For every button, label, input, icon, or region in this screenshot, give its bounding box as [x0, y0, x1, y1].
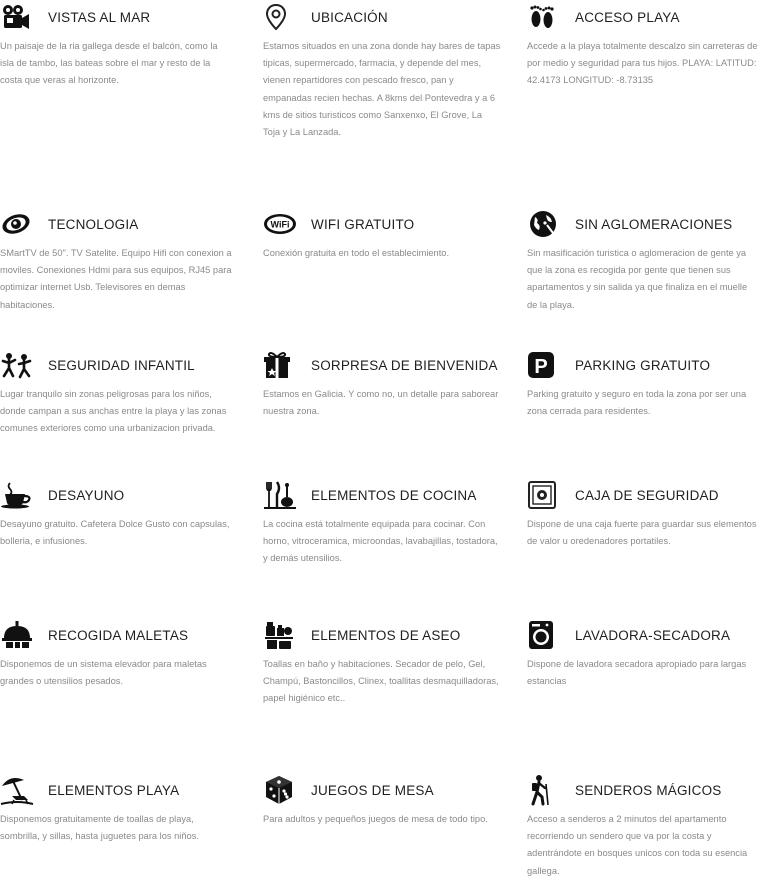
feature-title: DESAYUNO: [48, 487, 125, 503]
wifi-icon: [263, 209, 297, 239]
feature-recogida-maletas: [0, 620, 232, 690]
feature-elementos-cocina: [263, 480, 501, 568]
svg-text:P: P: [534, 356, 548, 378]
feature-sin-aglomeraciones: [527, 209, 760, 314]
feature-title: JUEGOS DE MESA: [311, 782, 434, 798]
feature-description: Disponemos gratuitamente de toallas de playa, sombrilla, y sillas, hasta juguetes para los niños.: [0, 814, 199, 842]
feature-description: Sin masificación turistica o aglomeracion de gente ya que la zona es recogida por gente que tienen sus apartamentos y sin salida ya que finaliza en el muelle de la playa.: [527, 248, 748, 310]
feature-title: UBICACIÓN: [311, 9, 388, 25]
feature-title: SIN AGLOMERACIONES: [575, 216, 733, 232]
feature-title: WIFI GRATUITO: [311, 216, 415, 232]
coffee-cup-icon: [0, 480, 34, 510]
feature-description: SMartTV de 50". TV Satelite. Equipo Hifi con conexion a moviles. Conexiones Hdmi para sus equipos, RJ45 para optimizar internet Usb. Televisores en demas habitaciones.: [0, 248, 232, 310]
washing-machine-icon: [527, 620, 561, 650]
gift-icon: [263, 350, 297, 380]
feature-title: SENDEROS MÁGICOS: [575, 782, 722, 798]
feature-ubicacion: [263, 2, 501, 141]
feature-description: Toallas en baño y habitaciones. Secador de pelo, Gel, Champú, Bastoncillos, Clinex, toallitas desmaquilladoras, papel higiénico etc..: [263, 659, 499, 704]
feature-sorpresa-bienvenida: [263, 350, 501, 420]
feature-title: VISTAS AL MAR: [48, 9, 151, 25]
feature-description: Dispone de lavadora secadora apropiado para largas estancias: [527, 659, 747, 687]
globe-walker-icon: [527, 209, 561, 239]
feature-title: ELEMENTOS PLAYA: [48, 782, 180, 798]
feature-acceso-playa: [527, 2, 760, 90]
children-icon: [0, 350, 34, 380]
feature-caja-seguridad: [527, 480, 760, 550]
feature-description: Accede a la playa totalmente descalzo sin carreteras de por medio y seguridad para tus hijos. PLAYA: LATITUD: 42.4173 LONGITUD: -8.73135: [527, 41, 758, 86]
location-pin-icon: [263, 2, 297, 32]
feature-title: LAVADORA-SECADORA: [575, 627, 731, 643]
kitchen-utensils-icon: [263, 480, 297, 510]
feature-title: ACCESO PLAYA: [575, 9, 680, 25]
parking-icon: [527, 350, 561, 380]
feature-description: Conexión gratuita en todo el establecimiento.: [263, 248, 450, 258]
feature-vistas-al-mar: [0, 2, 232, 90]
toiletries-icon: [263, 620, 297, 650]
feature-description: Acceso a senderos a 2 minutos del apartamento recorriendo un sendero que va por la costa y adentrándote en bosques unicos con toda su esencia gallega.: [527, 814, 748, 876]
feature-senderos-magicos: [527, 775, 760, 880]
luggage-dome-icon: [0, 620, 34, 650]
feature-wifi-gratuito: [263, 209, 501, 262]
feature-description: La cocina está totalmente equipada para cocinar. Con horno, vitroceramica, microondas, lavabajillas, tostadora, y demás utensilios.: [263, 519, 498, 564]
feature-elementos-playa: [0, 775, 232, 845]
feature-desayuno: [0, 480, 232, 550]
film-camera-icon: [0, 2, 34, 32]
svg-text:WiFi: WiFi: [270, 219, 290, 230]
feature-title: RECOGIDA MALETAS: [48, 627, 189, 643]
feature-description: Estamos en Galicia. Y como no, un detalle para saborear nuestra zona.: [263, 389, 499, 417]
feature-description: Estamos situados en una zona donde hay bares de tapas tipicas, supermercado, farmacia, y depende del mes, vienen repartidores con pescado fresco, pan y empanadas recien hechas. A 8kms del Pontevedra y a 6 kms de sitios turisticos como Sanxenxo, El Grove, La Toja y La Lanzada.: [263, 41, 501, 138]
feature-juegos-mesa: [263, 775, 501, 828]
feature-description: Desayuno gratuito. Cafetera Dolce Gusto con capsulas, bolleria, e infusiones.: [0, 519, 230, 547]
feature-tecnologia: [0, 209, 232, 314]
feature-title: CAJA DE SEGURIDAD: [575, 487, 719, 503]
feature-description: Lugar tranquilo sin zonas peligrosas para los niños, donde campan a sus anchas entre la playa y las zonas comunes exteriores como una urbanizacion privada.: [0, 389, 227, 434]
feature-elementos-aseo: [263, 620, 501, 708]
feature-title: SORPRESA DE BIENVENIDA: [311, 357, 498, 373]
feature-title: ELEMENTOS DE ASEO: [311, 627, 461, 643]
footprints-icon: [527, 2, 561, 32]
hiker-icon: [527, 775, 561, 805]
feature-description: Disponemos de un sistema elevador para maletas grandes o utensilios pesados.: [0, 659, 207, 687]
feature-description: Dispone de una caja fuerte para guardar sus elementos de valor u oredenadores portatiles.: [527, 519, 757, 547]
dice-icon: [263, 775, 297, 805]
eye-lens-icon: [0, 209, 34, 239]
feature-title: SEGURIDAD INFANTIL: [48, 357, 195, 373]
feature-description: Un paisaje de la ria gallega desde el balcón, como la isla de tambo, las bateas sobre el mar y resto de la costa que veras al horizonte.: [0, 41, 218, 86]
feature-title: TECNOLOGIA: [48, 216, 139, 232]
feature-seguridad-infantil: [0, 350, 232, 438]
feature-title: ELEMENTOS DE COCINA: [311, 487, 477, 503]
feature-description: Parking gratuito y seguro en toda la zona por ser una zona cerrada para residentes.: [527, 389, 747, 417]
feature-description: Para adultos y pequeños juegos de mesa de todo tipo.: [263, 814, 488, 824]
beach-umbrella-icon: [0, 775, 34, 805]
feature-title: PARKING GRATUITO: [575, 357, 711, 373]
feature-lavadora-secadora: [527, 620, 760, 690]
safe-icon: [527, 480, 561, 510]
feature-parking-gratuito: [527, 350, 760, 420]
